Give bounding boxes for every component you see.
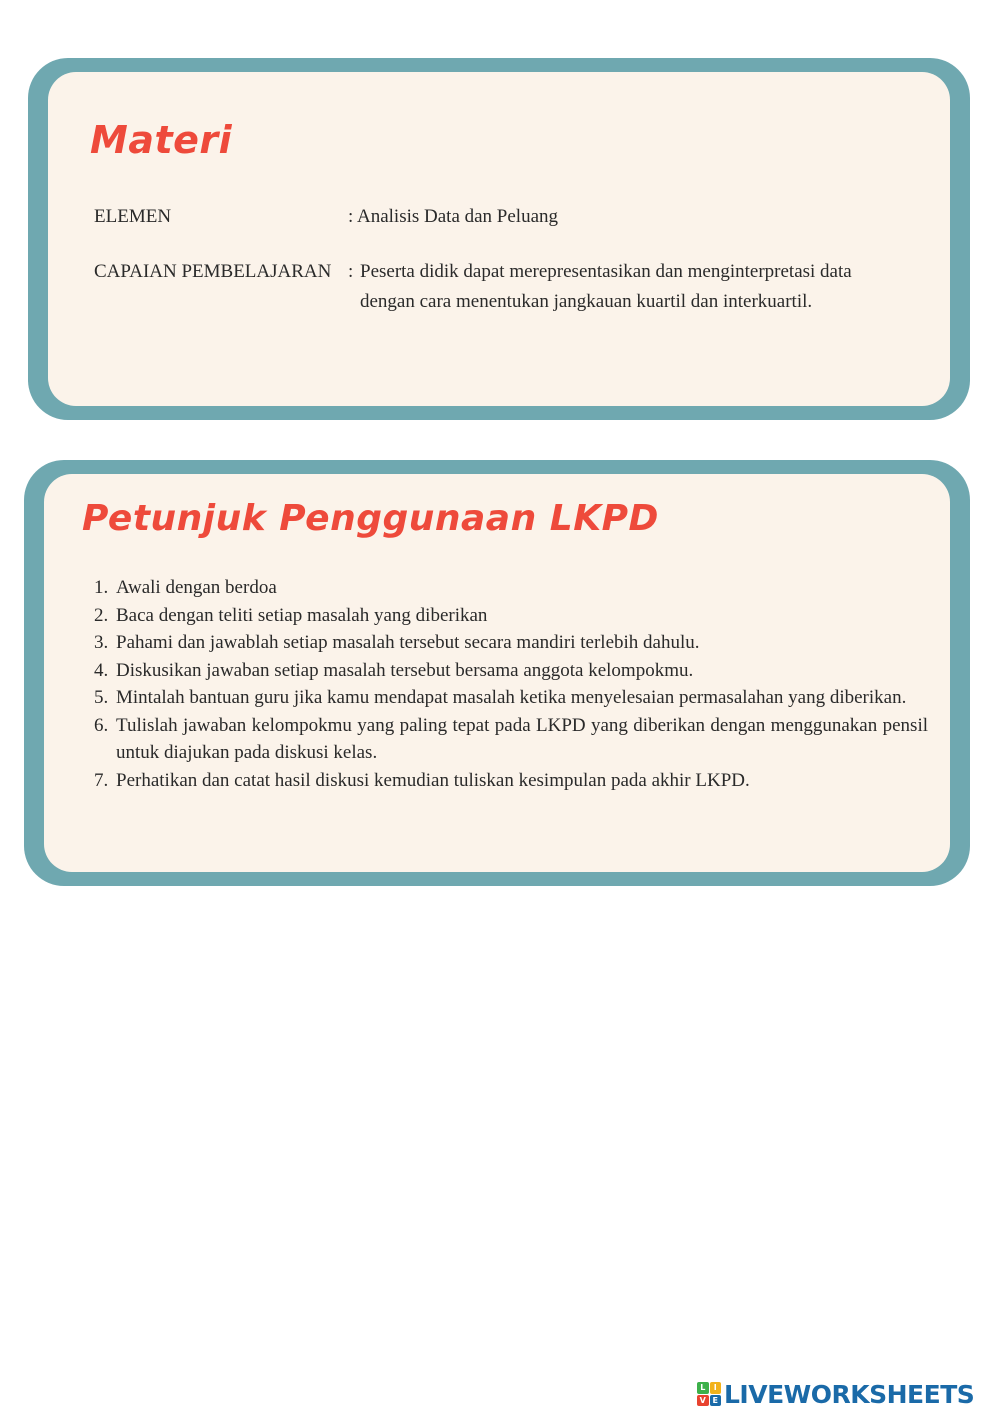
logo-tile-v: V (697, 1395, 709, 1407)
item-number: 7. (94, 769, 109, 791)
instruction-item (96, 602, 928, 630)
instruction-item (96, 629, 928, 657)
materi-card (28, 58, 970, 420)
item-text: Awali dengan berdoa (116, 577, 277, 598)
capaian-colon: : (348, 261, 354, 282)
logo-tile-i: I (710, 1382, 722, 1394)
item-number: 1. (94, 577, 109, 598)
elemen-label: ELEMEN (94, 206, 172, 227)
item-number: 6. (94, 714, 109, 736)
item-text: Pahami dan jawablah setiap masalah tersebut secara mandiri terlebih dahulu. (116, 632, 700, 653)
elemen-value: : Analisis Data dan Peluang (348, 206, 559, 227)
item-text: Diskusikan jawaban setiap masalah tersebut bersama anggota kelompokmu. (116, 659, 694, 681)
capaian-value: Peserta didik dapat merepresentasikan dan menginterpretasi data dengan cara menentukan jangkauan kuartil dan interkuartil. (360, 261, 852, 312)
item-number: 5. (94, 687, 109, 708)
liveworksheets-logo[interactable] (697, 1378, 974, 1410)
instruction-item (96, 657, 928, 685)
petunjuk-card-body (44, 474, 950, 872)
instruction-item (96, 684, 928, 712)
materi-card-body (48, 72, 950, 406)
instruction-item (96, 574, 928, 602)
capaian-label: CAPAIAN PEMBELAJARAN (94, 261, 332, 282)
petunjuk-card (24, 460, 970, 886)
logo-tile-l: L (697, 1382, 709, 1394)
logo-tile-e: E (710, 1395, 722, 1407)
item-number: 2. (94, 604, 109, 626)
materi-heading: Materi (90, 118, 233, 162)
instruction-item (96, 767, 928, 795)
petunjuk-heading: Petunjuk Penggunaan LKPD (82, 498, 659, 539)
item-text: Tulislah jawaban kelompokmu yang paling tepat pada LKPD yang diberikan dengan menggunakan pensil untuk diajukan pada diskusi kelas. (116, 714, 928, 763)
item-number: 4. (94, 659, 109, 681)
item-number: 3. (94, 632, 109, 653)
item-text: Baca dengan teliti setiap masalah yang diberikan (116, 604, 488, 626)
instruction-item (96, 712, 928, 767)
liveworksheets-logo-icon (697, 1382, 721, 1406)
item-text: Mintalah bantuan guru jika kamu mendapat masalah ketika menyelesaian permasalahan yang diberikan. (116, 687, 907, 708)
liveworksheets-logo-text: LIVEWORKSHEETS (724, 1379, 975, 1409)
item-text: Perhatikan dan catat hasil diskusi kemudian tuliskan kesimpulan pada akhir LKPD. (116, 769, 750, 791)
instruction-list (96, 574, 928, 794)
